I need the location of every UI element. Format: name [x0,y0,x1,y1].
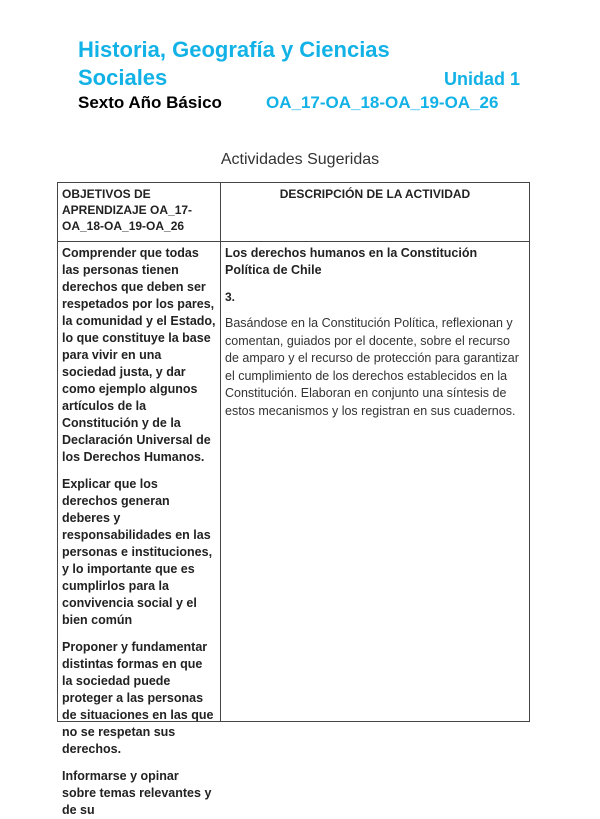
objective-item: Comprender que todas las personas tienen derechos que deben ser respetados por los pares, la comunidad y el Estado, lo que constituye la base para vivir en una sociedad justa, y dar como ejemplo algunos artículos de la Constitución y de la Declaración Universal de los Derechos Humanos. [62,246,216,464]
unit-label: Unidad 1 [444,69,521,89]
activity-number: 3. [225,290,236,304]
objective-codes: OA_17-OA_18-OA_19-OA_26 [266,93,499,112]
table-header-row [58,183,530,242]
description-column-header: DESCRIPCIÓN DE LA ACTIVIDAD [221,183,530,242]
grade-label: Sexto Año Básico [78,93,222,112]
objectives-column-header: OBJETIVOS DE APRENDIZAJE OA_17-OA_18-OA_19-OA_26 [58,183,221,242]
activity-title: Los derechos humanos en la Constitución Política de Chile [225,246,478,277]
document-title-line1: Historia, Geografía y Ciencias [78,37,390,62]
section-title: Actividades Sugeridas [220,151,380,168]
activities-table [57,182,530,817]
objectives-cell [58,242,221,817]
objective-item: Explicar que los derechos generan deberes y responsabilidades en las personas e instituciones, y lo importante que es cumplirlos para la convivencia social y el bien común [62,477,213,627]
objective-item: Informarse y opinar sobre temas relevantes y de su [62,769,212,817]
activity-cell [221,242,530,722]
table-row [58,242,530,722]
activity-description: Basándose en la Constitución Política, reflexionan y comentan, guiados por el docente, sobre el recurso de amparo y el recurso de protección para garantizar el cumplimiento de los derechos establecidos en la Constitución. Elaboran en conjunto una síntesis de estos mecanismos y los registran en sus cuadernos. [225,316,519,418]
objective-item: Proponer y fundamentar distintas formas en que la sociedad puede proteger a las personas de situaciones en las que no se respetan sus derechos. [62,640,214,756]
document-title-line2: Sociales [78,65,168,90]
